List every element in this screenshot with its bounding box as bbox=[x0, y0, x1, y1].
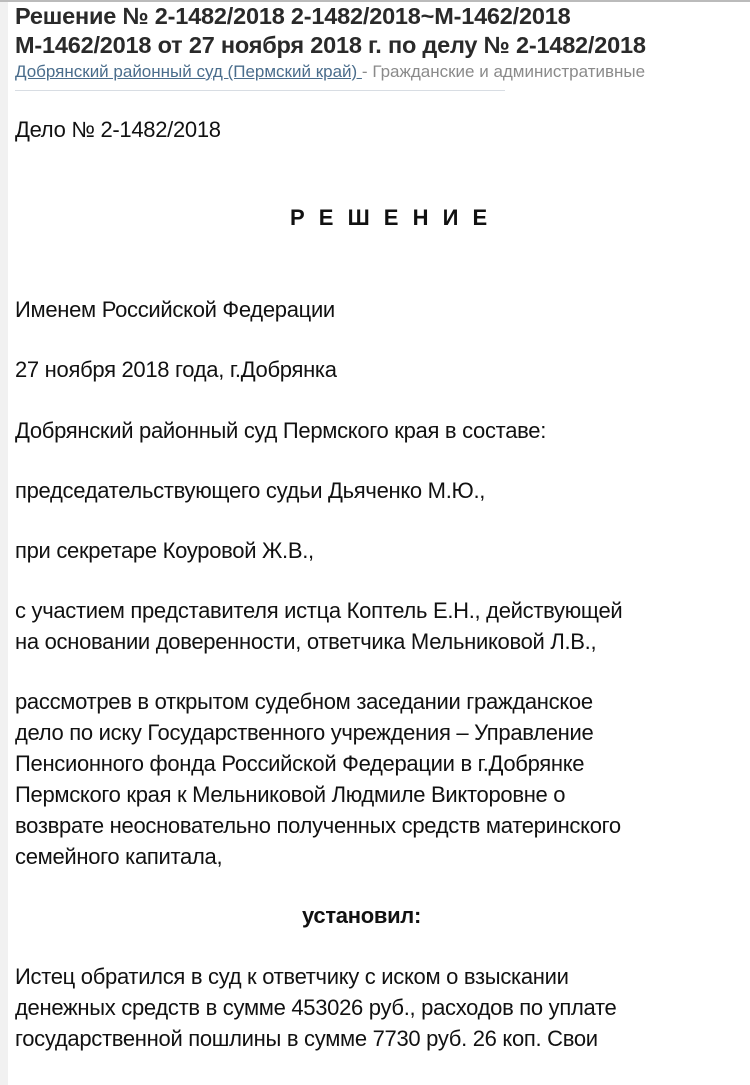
established-heading: установил: bbox=[302, 903, 422, 928]
left-margin-strip bbox=[0, 0, 8, 1085]
case-number: Дело № 2-1482/2018 bbox=[15, 117, 221, 142]
page-title bbox=[15, 2, 646, 60]
line: возврате неосновательно полученных средств материнского bbox=[15, 813, 621, 838]
line: государственной пошлины в сумме 7730 руб. 26 коп. Свои bbox=[15, 1026, 598, 1051]
breadcrumb bbox=[15, 62, 645, 82]
line: Истец обратился в суд к ответчику с иском о взыскании bbox=[15, 964, 569, 989]
separator: - bbox=[361, 62, 373, 81]
paragraph bbox=[15, 961, 616, 1054]
court-link[interactable]: Добрянский районный суд (Пермский край) bbox=[15, 62, 362, 81]
paragraph: Именем Российской Федерации bbox=[15, 297, 335, 322]
line: дело по иску Государственного учреждения – Управление bbox=[15, 720, 594, 745]
line: на основании доверенности, ответчика Мельниковой Л.В., bbox=[15, 629, 597, 654]
paragraph bbox=[15, 595, 622, 657]
category: Гражданские и административные bbox=[372, 62, 646, 81]
line: семейного капитала, bbox=[15, 844, 223, 869]
line: с участием представителя истца Коптель Е.Н., действующей bbox=[15, 598, 623, 623]
paragraph: Добрянский районный суд Пермского края в составе: bbox=[15, 418, 547, 443]
document-heading: Р Е Ш Е Н И Е bbox=[290, 205, 492, 230]
title-line: М-1462/2018 от 27 ноября 2018 г. по делу № 2-1482/2018 bbox=[15, 32, 646, 58]
paragraph bbox=[15, 686, 621, 872]
line: Пенсионного фонда Российской Федерации в г.Добрянке bbox=[15, 751, 585, 776]
paragraph: председательствующего судьи Дьяченко М.Ю., bbox=[15, 478, 486, 503]
paragraph: при секретаре Коуровой Ж.В., bbox=[15, 538, 314, 563]
paragraph: 27 ноября 2018 года, г.Добрянка bbox=[15, 357, 337, 382]
line: рассмотрев в открытом судебном заседании гражданское bbox=[15, 689, 593, 714]
line: денежных средств в сумме 453026 руб., расходов по уплате bbox=[15, 995, 617, 1020]
title-line: Решение № 2-1482/2018 2-1482/2018~М-1462/2018 bbox=[15, 3, 571, 29]
line: Пермского края к Мельниковой Людмиле Викторовне о bbox=[15, 782, 566, 807]
divider bbox=[15, 90, 505, 91]
